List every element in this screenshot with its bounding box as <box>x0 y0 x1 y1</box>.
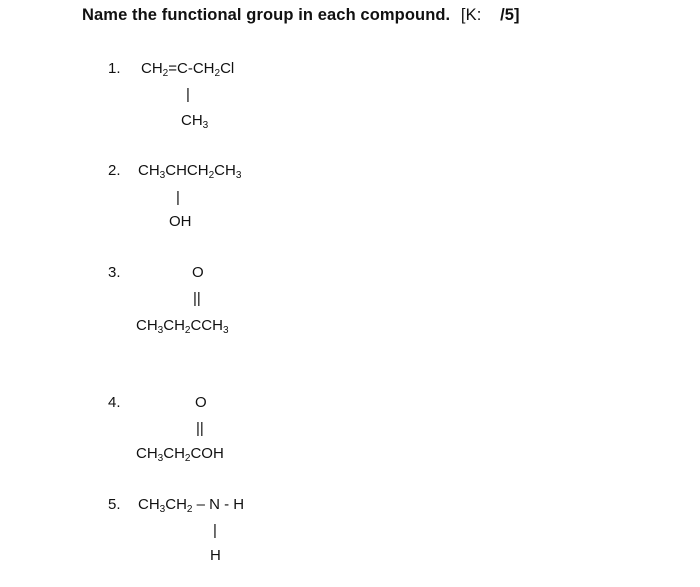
question-number: 4. <box>108 394 121 411</box>
question-number: 3. <box>108 264 121 281</box>
oxygen-atom: O <box>195 394 207 411</box>
single-bond: | <box>213 522 217 539</box>
hydrogen-atom: H <box>210 547 221 564</box>
structural-formula: $CH_2=C-CH_2Cl$ <box>141 60 235 79</box>
single-bond: | <box>186 86 190 103</box>
structural-formula: $CH_3CH_2$ – N - H <box>138 496 245 515</box>
double-bond: || <box>193 290 201 307</box>
question-number: 5. <box>108 496 121 513</box>
question-number: 2. <box>108 162 121 179</box>
structural-formula: $CH_3CH_2CCH_3$ <box>136 317 229 336</box>
title-text: Name the functional group in each compound. <box>82 6 451 24</box>
double-bond: || <box>196 420 204 437</box>
structural-formula: $CH_3CH_2COH$ <box>136 445 224 464</box>
question-number: 1. <box>108 60 121 77</box>
page-title <box>82 7 520 24</box>
branch-group: $CH_3$ <box>181 112 209 131</box>
branch-group: OH <box>169 213 192 230</box>
marks-total: /5] <box>500 6 520 24</box>
oxygen-atom: O <box>192 264 204 281</box>
single-bond: | <box>176 189 180 206</box>
marks-label: [K: <box>460 6 482 24</box>
structural-formula: $CH_3CHCH_2CH_3$ <box>138 162 242 181</box>
